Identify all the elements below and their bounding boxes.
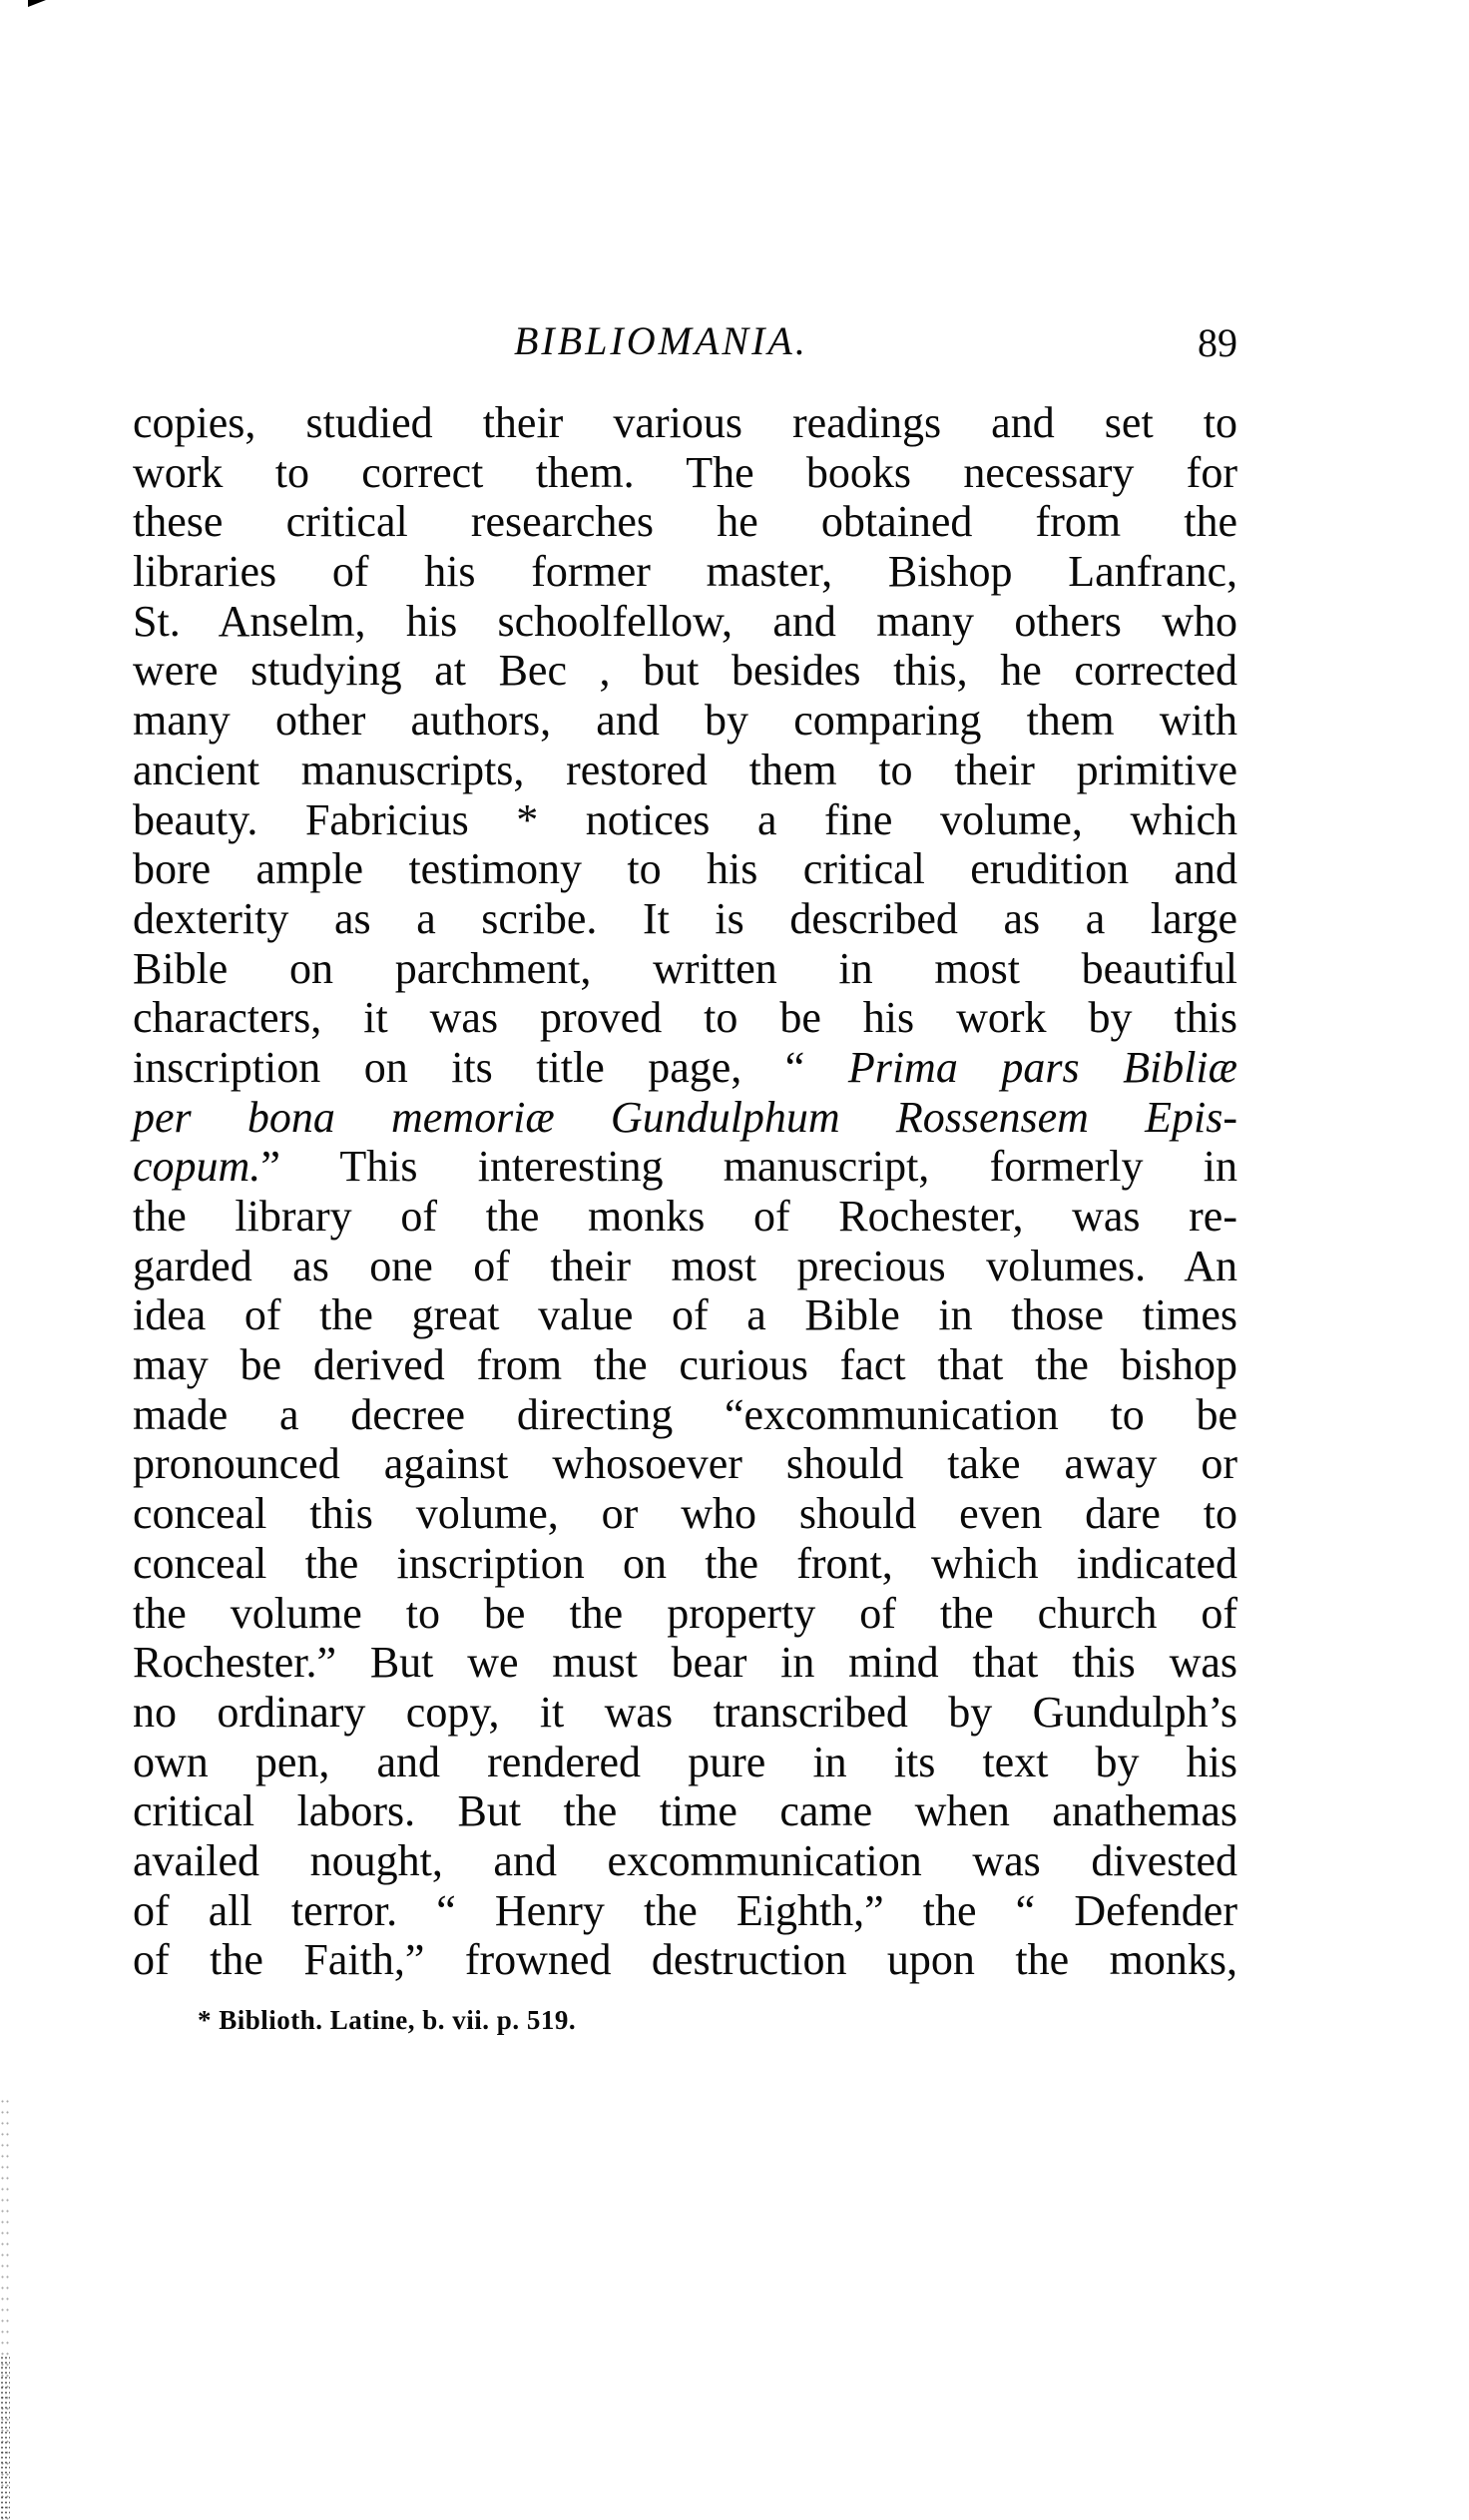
footnote: * Biblioth. Latine, b. vii. p. 519. <box>198 2005 577 2035</box>
text-line-content: idea of the great value of a Bible in those times <box>133 1290 1237 1340</box>
text-line-content: critical labors. But the time came when anathemas <box>133 1786 1237 1836</box>
text-line <box>133 894 1237 944</box>
text-line-content: own pen, and rendered pure in its text by his <box>133 1737 1237 1786</box>
text-line <box>133 1539 1237 1589</box>
text-line-content: copies, studied their various readings and set to <box>133 398 1237 447</box>
text-line <box>133 1192 1237 1242</box>
text-line <box>133 1836 1237 1886</box>
text-line-content: garded as one of their most precious volumes. An <box>133 1241 1237 1290</box>
latin-inscription-italic: copum. <box>133 1142 261 1192</box>
text-line-content: pronounced against whosoever should take away or <box>133 1439 1237 1489</box>
text-line <box>133 547 1237 597</box>
text-line-content <box>133 1142 1237 1192</box>
latin-inscription-italic: per bona memoriæ Gundulphum Rossensem Epis- <box>133 1092 1237 1142</box>
text-line-content: characters, it was proved to be his work by this <box>133 993 1237 1043</box>
text-roman: ” This interesting manuscript, formerly in <box>260 1142 1237 1192</box>
text-line <box>133 1638 1237 1688</box>
text-line <box>133 597 1237 647</box>
text-line-content: bore ample testimony to his critical erudition and <box>133 844 1237 894</box>
text-line-content: made a decree directing “excommunication to be <box>133 1389 1237 1439</box>
text-line <box>133 1688 1237 1738</box>
text-line <box>133 993 1237 1043</box>
text-line-content: the volume to be the property of the church of <box>133 1588 1237 1638</box>
text-line-content: the library of the monks of Rochester, was re- <box>133 1192 1237 1241</box>
text-line-content: were studying at Bec , but besides this, he corrected <box>133 646 1237 696</box>
text-line <box>133 696 1237 746</box>
text-line <box>133 448 1237 498</box>
latin-inscription-italic: Prima pars Bibliæ <box>847 1042 1237 1092</box>
text-line-content: Rochester.” But we must bear in mind that this was <box>133 1638 1237 1688</box>
text-line <box>133 1242 1237 1291</box>
text-line-content: work to correct them. The books necessary for <box>133 447 1237 497</box>
body-text <box>133 398 1237 1985</box>
text-line-content: no ordinary copy, it was transcribed by Gundulph’s <box>133 1687 1237 1737</box>
running-head <box>133 317 1237 367</box>
text-line-content: libraries of his former master, Bishop Lanfranc, <box>133 547 1237 597</box>
text-line <box>133 1738 1237 1787</box>
text-line <box>133 944 1237 994</box>
text-line <box>133 1093 1237 1143</box>
text-line <box>133 1043 1237 1093</box>
text-line <box>133 1886 1237 1936</box>
text-line <box>133 746 1237 795</box>
running-title: BIBLIOMANIA. <box>514 318 808 363</box>
text-line-content: these critical researches he obtained from the <box>133 497 1237 547</box>
text-line-content: of the Faith,” frowned destruction upon the monks, <box>133 1935 1237 1985</box>
text-line-content: St. Anselm, his schoolfellow, and many others who <box>133 596 1237 646</box>
text-line <box>133 1290 1237 1340</box>
text-line-content: availed nought, and excommunication was divested <box>133 1835 1237 1885</box>
page-number: 89 <box>1198 320 1237 365</box>
text-line <box>133 1142 1237 1192</box>
text-line <box>133 1589 1237 1639</box>
text-line-content <box>133 1043 1237 1093</box>
text-line <box>133 1935 1237 1985</box>
text-line <box>133 1439 1237 1489</box>
text-line <box>133 1340 1237 1390</box>
text-line <box>133 795 1237 845</box>
text-line <box>133 1390 1237 1440</box>
text-line-content: may be derived from the curious fact that the bishop <box>133 1340 1237 1390</box>
text-line-content: conceal the inscription on the front, which indicated <box>133 1538 1237 1588</box>
text-line <box>133 646 1237 696</box>
text-line-content: of all terror. “ Henry the Eighth,” the “ Defender <box>133 1885 1237 1935</box>
text-line-content: Bible on parchment, written in most beautiful <box>133 943 1237 993</box>
text-line-content: conceal this volume, or who should even dare to <box>133 1489 1237 1539</box>
text-line <box>133 844 1237 894</box>
text-line <box>133 1489 1237 1539</box>
text-line-content: dexterity as a scribe. It is described as a large <box>133 893 1237 943</box>
text-line-content: beauty. Fabricius * notices a fine volume, which <box>133 794 1237 844</box>
text-roman: inscription on its title page, “ <box>133 1042 848 1092</box>
text-line-content: ancient manuscripts, restored them to their primitive <box>133 745 1237 794</box>
text-line-content: many other authors, and by comparing them with <box>133 696 1237 746</box>
text-line <box>133 398 1237 448</box>
text-line <box>133 497 1237 547</box>
text-line <box>133 1786 1237 1836</box>
